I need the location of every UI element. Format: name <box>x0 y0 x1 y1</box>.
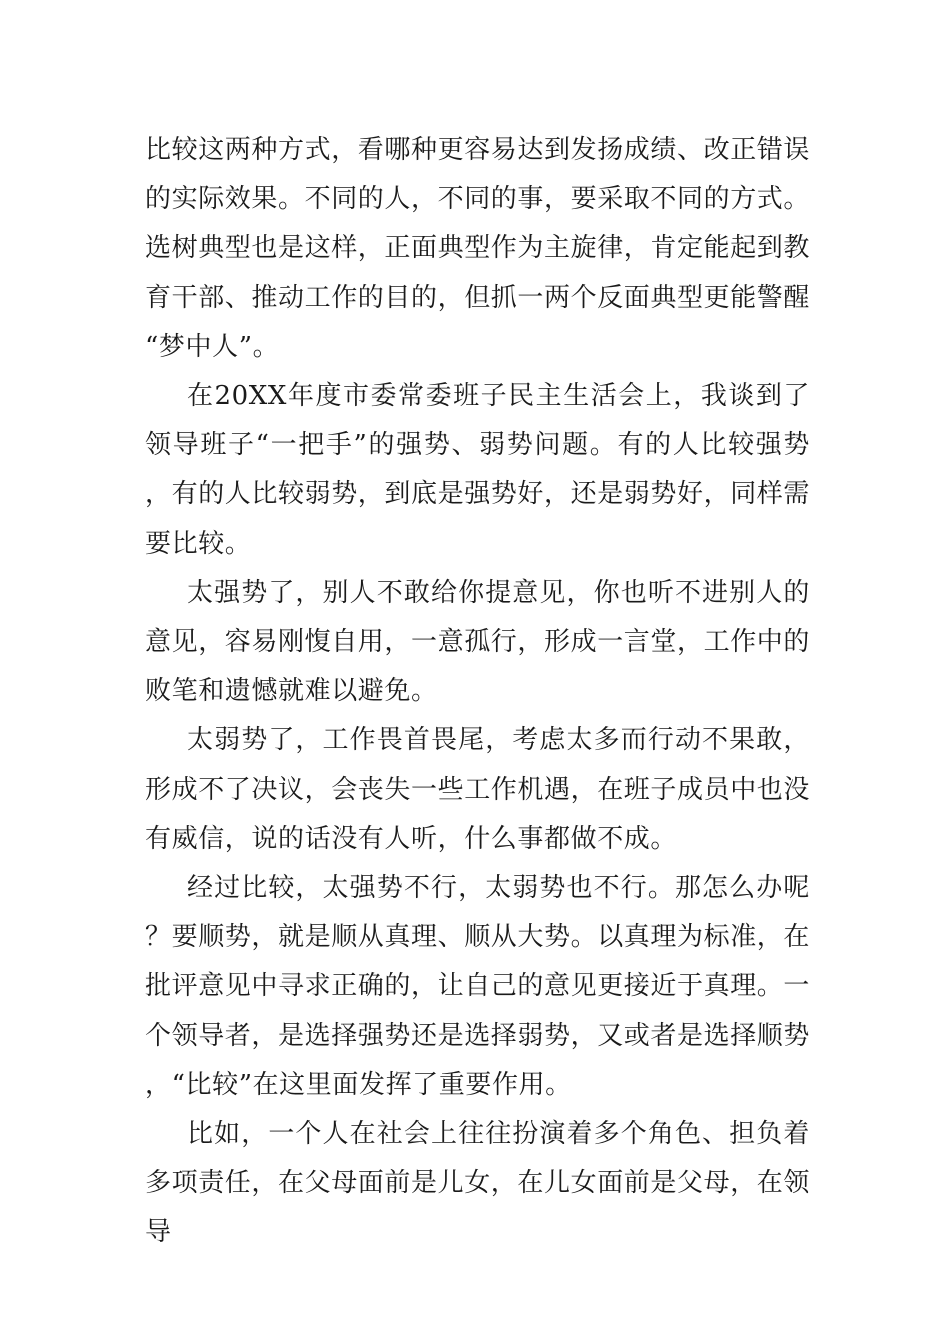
paragraph-6: 比如，一个人在社会上往往扮演着多个角色、担负着多项责任，在父母面前是儿女，在儿女面前是父母，在领导 <box>145 1119 811 1248</box>
paragraph-5: 经过比较，太强势不行，太弱势也不行。那怎么办呢？要顺势，就是顺从真理、顺从大势。以真理为标准，在批评意见中寻求正确的，让自己的意见更接近于真理。一个领导者，是选择强势还是选择弱势，又或者是选择顺势，“比较”在这里面发挥了重要作用。 <box>145 873 811 1100</box>
paragraph-3: 太强势了，别人不敢给你提意见，你也听不进别人的意见，容易刚愎自用，一意孤行，形成一言堂，工作中的败笔和遗憾就难以避免。 <box>145 577 811 707</box>
paragraph-2: 在20XX年度市委常委班子民主生活会上，我谈到了领导班子“一把手”的强势、弱势问题。有的人比较强势，有的人比较弱势，到底是强势好，还是弱势好，同样需要比较。 <box>145 381 811 559</box>
paragraph-4: 太弱势了，工作畏首畏尾，考虑太多而行动不果敢，形成不了决议，会丧失一些工作机遇，在班子成员中也没有威信，说的话没有人听，什么事都做不成。 <box>145 725 811 854</box>
paragraph-1: 比较这两种方式，看哪种更容易达到发扬成绩、改正错误的实际效果。不同的人，不同的事，要采取不同的方式。选树典型也是这样，正面典型作为主旋律，肯定能起到教育干部、推动工作的目的，但抓一两个反面典型更能警醒“梦中人”。 <box>145 135 811 362</box>
document-body <box>145 126 810 1258</box>
